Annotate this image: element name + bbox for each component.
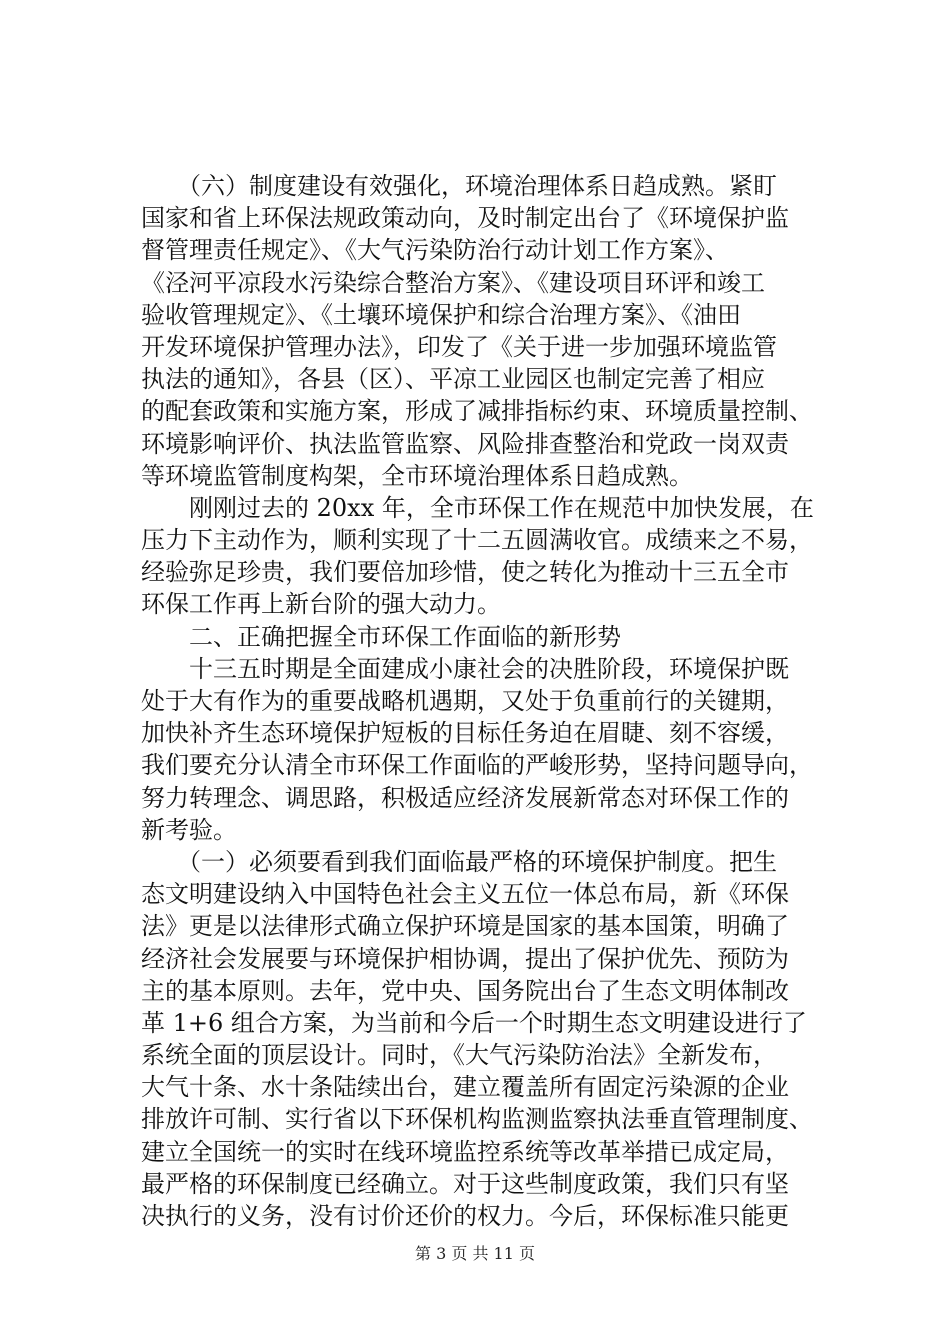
text-line: 处于大有作为的重要战略机遇期，又处于负重前行的关键期，	[141, 687, 789, 715]
text-line: 环境影响评价、执法监管监察、风险排查整治和党政一岗双责	[141, 429, 789, 458]
text-line: 国家和省上环保法规政策动向，及时制定出台了《环境保护监	[141, 204, 789, 233]
text-line: 开发环境保护管理办法》，印发了《关于进一步加强环境监管	[141, 332, 777, 361]
body-text	[141, 170, 841, 1232]
text-line: 建立全国统一的实时在线环境监控系统等改革举措已成定局，	[141, 1137, 789, 1166]
text-line: 新考验。	[141, 815, 237, 844]
text-line: 加快补齐生态环境保护短板的目标任务迫在眉睫、刻不容缓，	[141, 719, 789, 748]
text-line: 等环境监管制度构架，全市环境治理体系日趋成熟。	[141, 461, 693, 490]
page-footer: 第 3 页 共 11 页	[415, 1244, 535, 1263]
text-line: 态文明建设纳入中国特色社会主义五位一体总布局，新《环保	[141, 880, 789, 909]
text-line: 环保工作再上新台阶的强大动力。	[141, 590, 501, 619]
text-line: 《泾河平凉段水污染综合整治方案》、《建设项目环评和竣工	[141, 268, 765, 297]
text-line: 主的基本原则。去年，党中央、国务院出台了生态文明体制改	[141, 976, 789, 1005]
text-line: 法》更是以法律形式确立保护环境是国家的基本国策，明确了	[141, 912, 789, 941]
text-line: 的配套政策和实施方案，形成了减排指标约束、环境质量控制、	[141, 397, 813, 426]
text-line: 十三五时期是全面建成小康社会的决胜阶段，环境保护既	[141, 654, 789, 683]
text-line: 大气十条、水十条陆续出台，建立覆盖所有固定污染源的企业	[141, 1073, 789, 1102]
text-line: 执法的通知》，各县（区）、平凉工业园区也制定完善了相应	[141, 365, 765, 394]
text-line: 刚刚过去的 20xx 年，全市环保工作在规范中加快发展，在	[141, 493, 814, 522]
section-heading: 二、正确把握全市环保工作面临的新形势	[141, 622, 621, 651]
text-line: 经验弥足珍贵，我们要倍加珍惜，使之转化为推动十三五全市	[141, 558, 789, 587]
text-line: 系统全面的顶层设计。同时，《大气污染防治法》全新发布，	[141, 1041, 777, 1070]
text-line: 排放许可制、实行省以下环保机构监测监察执法垂直管理制度、	[141, 1105, 813, 1134]
text-line: （六）制度建设有效强化，环境治理体系日趋成熟。紧盯	[141, 172, 777, 200]
text-line: 努力转理念、调思路，积极适应经济发展新常态对环保工作的	[141, 783, 789, 812]
text-line: 革 1+6 组合方案，为当前和今后一个时期生态文明建设进行了	[141, 1008, 807, 1037]
text-line: 压力下主动作为，顺利实现了十二五圆满收官。成绩来之不易，	[141, 526, 813, 555]
text-line: （一）必须要看到我们面临最严格的环境保护制度。把生	[141, 847, 777, 876]
text-line: 经济社会发展要与环境保护相协调，提出了保护优先、预防为	[141, 944, 789, 973]
text-line: 我们要充分认清全市环保工作面临的严峻形势，坚持问题导向，	[141, 751, 813, 780]
text-line: 决执行的义务，没有讨价还价的权力。今后，环保标准只能更	[141, 1202, 789, 1230]
text-line: 最严格的环保制度已经确立。对于这些制度政策，我们只有坚	[141, 1169, 789, 1198]
text-line: 督管理责任规定》、《大气污染防治行动计划工作方案》、	[141, 236, 729, 265]
text-line: 验收管理规定》、《土壤环境保护和综合治理方案》、《油田	[141, 300, 741, 329]
